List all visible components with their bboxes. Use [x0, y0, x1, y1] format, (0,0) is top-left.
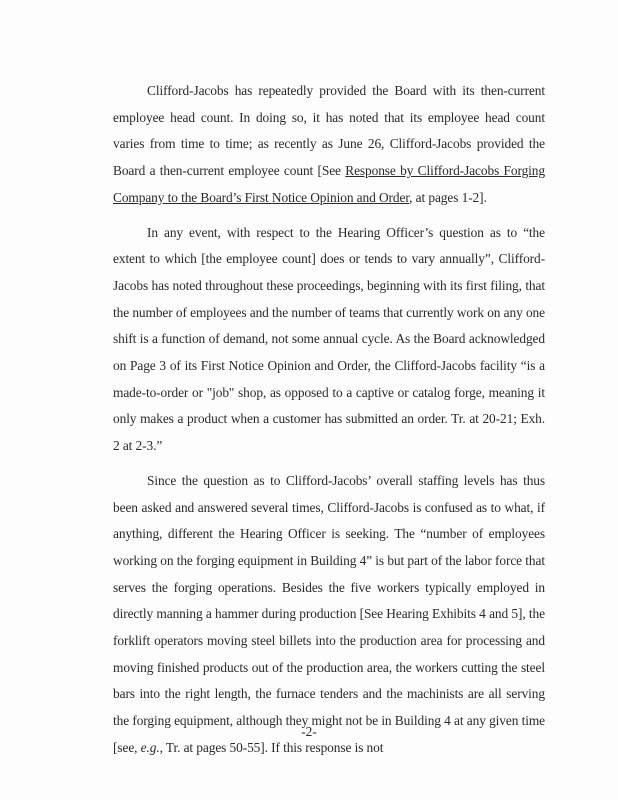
- page-number: -2-: [301, 724, 317, 739]
- paragraph-1-text-b: , at pages 1-2].: [409, 189, 487, 205]
- paragraph-3-text-a: Since the question as to Clifford-Jacobs’ overall staffing levels has thus been asked and answered several times, Clifford-Jacobs is confused as to what, if anything, different the Hearing Officer is seeking. The “number of employees working on the forging equipment in Building 4” is but part of the labor force that serves the forging operations. Besides the five workers typically employed in directly manning a hammer during production [See Hearing Exhibits 4 and 5], the forklift operators moving steel billets into the production area for processing and moving finished products out of the production area, the workers cutting the steel bars into the right length, the furnace tenders and the machinists are all serving the forging equipment, although they might not be in Building 4 at any given time [see,: [113, 472, 545, 755]
- paragraph-2: In any event, with respect to the Hearing Officer’s question as to “the extent to which [the employee count] does or tends to vary annually”, Clifford-Jacobs has noted throughout these proceedings, beginning with its first filing, that the number of employees and the number of teams that currently work on any one shift is a function of demand, not some annual cycle. As the Board acknowledged on Page 3 of its First Notice Opinion and Order, the Clifford-Jacobs facility “is a made-to-order or "job" shop, as opposed to a captive or catalog forge, meaning it only makes a product when a customer has submitted an order. Tr. at 20-21; Exh. 2 at 2-3.”: [113, 224, 545, 454]
- paragraph-1-text-a: Clifford-Jacobs has repeatedly provided the Board with its then-current employee head count. In doing so, it has noted that its employee head count varies from time to time; as recently as June 26, Clifford-Jacobs provided the Board a then-current employee count [See: [113, 83, 545, 179]
- response-document-title: Response by Clifford-Jacobs Forging Company to the Board’s First Notice Opinion and Order: [113, 163, 545, 205]
- paragraph-1: [113, 78, 545, 212]
- paragraph-3: [113, 468, 545, 762]
- paragraph-3-text-b: , Tr. at pages 50-55]. If this response is not: [159, 739, 384, 755]
- document-body: [113, 78, 545, 762]
- eg-abbreviation: e.g.: [140, 739, 160, 755]
